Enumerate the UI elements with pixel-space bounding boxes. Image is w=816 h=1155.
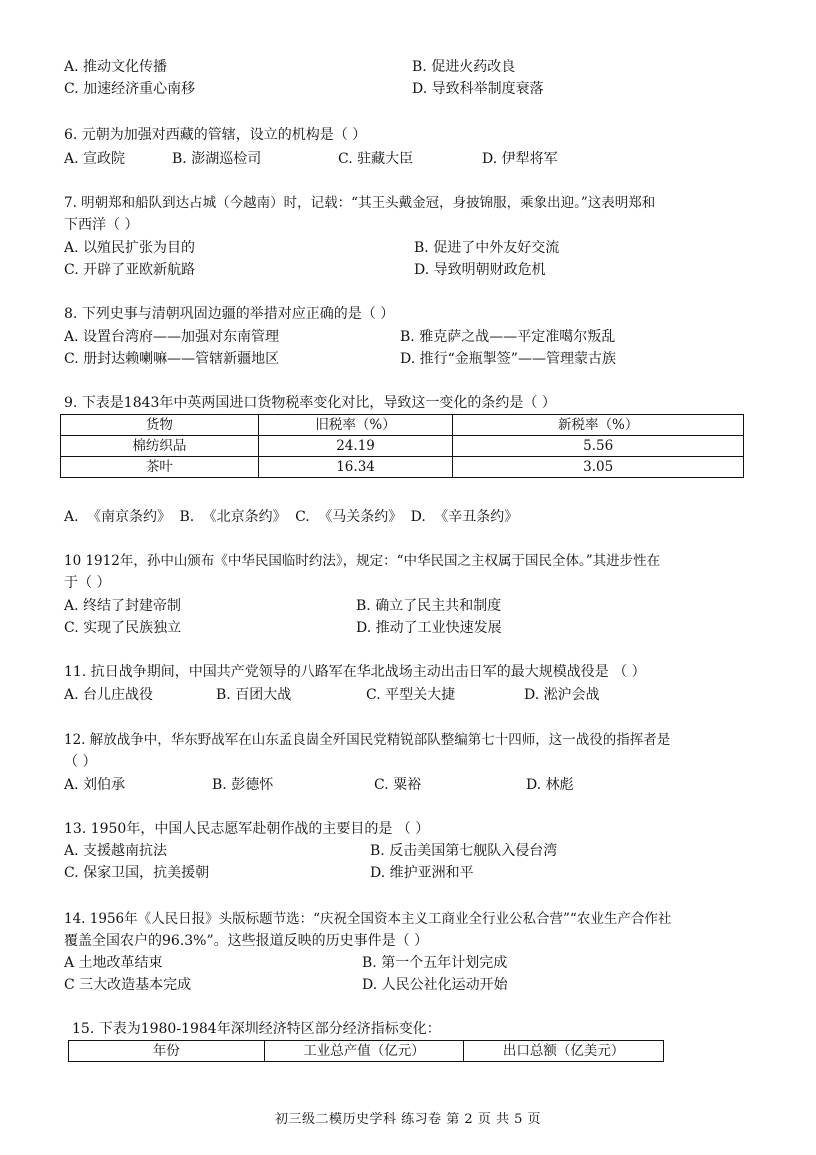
q14-option-b: B. 第一个五年计划完成 (362, 955, 508, 971)
table-cell: 5.56 (453, 436, 744, 457)
q14-stem-line1: 14. 1956年《人民日报》头版标题节选：“庆祝全国资本主义工商业全行业公私合营”“农业生产合作社 (64, 911, 672, 927)
table-cell: 茶叶 (61, 457, 259, 478)
table-cell: 24.19 (258, 436, 453, 457)
q12-stem-line1: 12. 解放战争中，华东野战军在山东孟良崮全歼国民党精锐部队整编第七十四师，这一战役的指挥者是 (64, 732, 671, 748)
q7-stem-line1: 7. 明朝郑和船队到达占城（今越南）时，记载：“其王头戴金冠，身披锦服，乘象出迎。”这表明郑和 (64, 195, 656, 211)
q12-option-b: B. 彭德怀 (212, 777, 274, 793)
q8-option-d: D. 推行“金瓶掣签”——管理蒙古族 (400, 351, 616, 367)
q7-stem-line2: 下西洋（ ） (64, 217, 139, 233)
q9-tariff-table (60, 414, 744, 478)
q11-stem: 11. 抗日战争期间，中国共产党领导的八路军在华北战场主动出击日军的最大规模战役是 （ ） (64, 664, 646, 680)
q6-option-c: C. 驻藏大臣 (338, 151, 414, 167)
q8-option-a: A. 设置台湾府——加强对东南管理 (64, 329, 280, 345)
q13-option-a: A. 支援越南抗法 (64, 843, 168, 859)
page-footer: 初三级二模历史学科 练习卷 第 2 页 共 5 页 (275, 1112, 541, 1127)
table-cell: 棉纺织品 (61, 436, 259, 457)
q5-option-b: B. 促进火药改良 (412, 59, 516, 75)
q12-option-d: D. 林彪 (526, 777, 574, 793)
q13-stem: 13. 1950年，中国人民志愿军赴朝作战的主要目的是 （ ） (64, 821, 430, 837)
q10-option-a: A. 终结了封建帝制 (64, 598, 182, 614)
q11-option-c: C. 平型关大捷 (366, 687, 456, 703)
q14-stem-line2: 覆盖全国农户的96.3%”。这些报道反映的历史事件是（ ） (64, 933, 429, 949)
table-row (61, 436, 744, 457)
table-header-cell: 出口总额（亿美元） (464, 1041, 664, 1062)
table-cell: 3.05 (453, 457, 744, 478)
q10-stem-line2: 于（ ） (64, 575, 111, 591)
q6-option-d: D. 伊犁将军 (482, 151, 558, 167)
q11-option-d: D. 淞沪会战 (524, 687, 600, 703)
q7-option-c: C. 开辟了亚欧新航路 (64, 262, 196, 278)
q7-option-b: B. 促进了中外友好交流 (414, 240, 560, 256)
q5-option-c: C. 加速经济重心南移 (64, 81, 196, 97)
q10-option-b: B. 确立了民主共和制度 (356, 598, 502, 614)
q10-option-d: D. 推动了工业快速发展 (356, 620, 502, 636)
table-header-row (69, 1041, 664, 1062)
q14-option-d: D. 人民公社化运动开始 (362, 977, 508, 993)
q12-stem-line2: （ ） (64, 754, 97, 770)
q10-option-c: C. 实现了民族独立 (64, 620, 182, 636)
q5-option-d: D. 导致科举制度衰落 (412, 81, 544, 97)
q7-option-d: D. 导致明朝财政危机 (414, 262, 546, 278)
q7-option-a: A. 以殖民扩张为目的 (64, 240, 196, 256)
q13-option-d: D. 维护亚洲和平 (370, 865, 474, 881)
q5-option-a: A. 推动文化传播 (64, 59, 168, 75)
q15-economy-table (68, 1040, 664, 1062)
table-header-row (61, 415, 744, 436)
q14-option-a: A 土地改革结束 (64, 955, 163, 971)
q8-option-b: B. 雅克萨之战——平定准噶尔叛乱 (400, 329, 616, 345)
table-header-cell: 工业总产值（亿元） (264, 1041, 464, 1062)
table-row (61, 457, 744, 478)
q11-option-a: A. 台儿庄战役 (64, 687, 154, 703)
q14-option-c: C 三大改造基本完成 (64, 977, 192, 993)
q6-option-a: A. 宣政院 (64, 151, 126, 167)
table-header-cell: 新税率（%） (453, 415, 744, 436)
q15-stem: 15. 下表为1980-1984年深圳经济特区部分经济指标变化： (72, 1021, 441, 1037)
q13-option-b: B. 反击美国第七舰队入侵台湾 (370, 843, 558, 859)
table-header-cell: 货物 (61, 415, 259, 436)
q8-stem: 8. 下列史事与清朝巩固边疆的举措对应正确的是（ ） (64, 306, 395, 322)
q13-option-c: C. 保家卫国，抗美援朝 (64, 865, 210, 881)
q6-stem: 6. 元朝为加强对西藏的管辖，设立的机构是（ ） (64, 127, 367, 143)
q12-option-c: C. 粟裕 (374, 777, 422, 793)
q12-option-a: A. 刘伯承 (64, 777, 126, 793)
table-cell: 16.34 (258, 457, 453, 478)
table-header-cell: 年份 (69, 1041, 265, 1062)
q8-option-c: C. 册封达赖喇嘛——管辖新疆地区 (64, 351, 280, 367)
q9-options: A. 《南京条约》 B. 《北京条约》 C. 《马关条约》 D. 《辛丑条约》 (64, 509, 519, 525)
q6-option-b: B. 澎湖巡检司 (172, 151, 262, 167)
q10-stem-line1: 10 1912年，孙中山颁布《中华民国临时约法》，规定：“中华民国之主权属于国民全体。”其进步性在 (64, 553, 661, 569)
q9-stem: 9. 下表是1843年中英两国进口货物税率变化对比，导致这一变化的条约是（ ） (64, 395, 556, 411)
q11-option-b: B. 百团大战 (216, 687, 292, 703)
table-header-cell: 旧税率（%） (258, 415, 453, 436)
